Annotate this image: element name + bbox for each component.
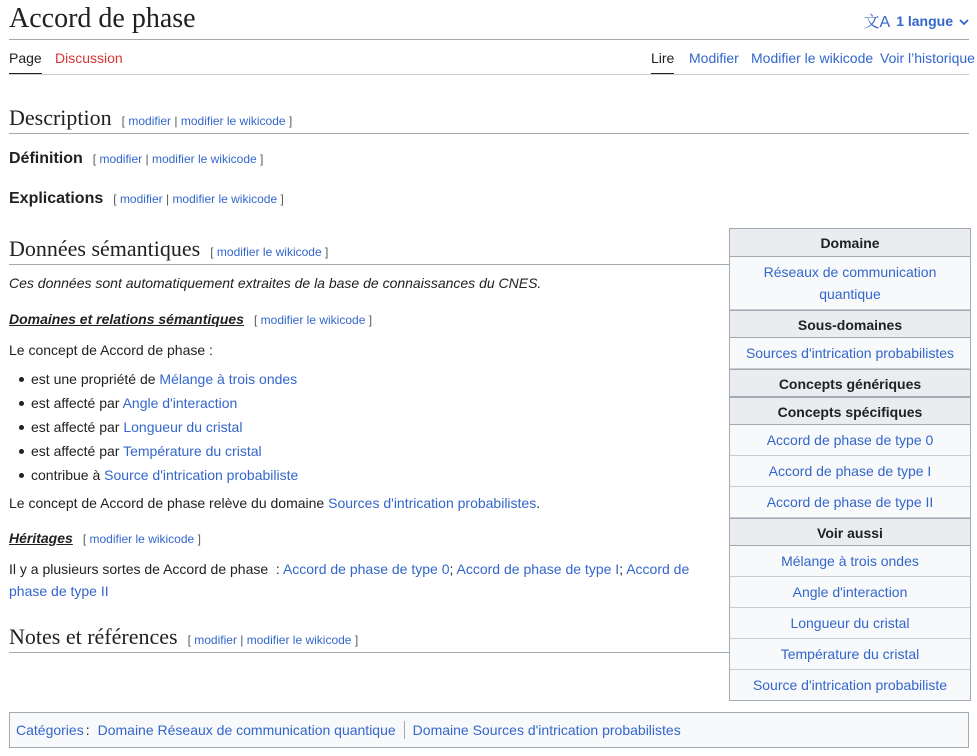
infobox-link-domaine[interactable]: Réseaux de communication quantique — [730, 257, 970, 310]
tab-edit-source[interactable]: Modifier le wikicode — [751, 50, 874, 66]
bracket-close: ] — [288, 114, 293, 128]
edit-link[interactable]: modifier — [119, 192, 163, 206]
list-item — [31, 391, 298, 415]
separator: | — [240, 633, 244, 647]
relation-text: est affecté par — [31, 419, 124, 435]
infobox-link-concept-specifique[interactable]: Accord de phase de type 0 — [730, 425, 970, 456]
list-item — [31, 439, 298, 463]
subsection-heading-domaines-relations — [9, 311, 372, 327]
section-divider — [9, 133, 969, 134]
relation-link[interactable]: Température du cristal — [123, 443, 262, 459]
heritage-separator: ; — [449, 561, 457, 577]
tab-history[interactable]: Voir l’historique — [880, 50, 975, 66]
infobox-header-concepts-generiques: Concepts génériques — [730, 369, 970, 397]
language-button-label: 1 langue — [896, 12, 953, 29]
section-title: Explications — [9, 190, 104, 207]
infobox-link-voir-aussi[interactable]: Température du cristal — [730, 639, 970, 670]
relation-link[interactable]: Mélange à trois ondes — [159, 371, 298, 387]
infobox-link-voir-aussi[interactable]: Mélange à trois ondes — [730, 546, 970, 577]
tab-page[interactable]: Page — [9, 51, 42, 75]
domain-sentence-text: Le concept de Accord de phase relève du domaine — [9, 495, 329, 511]
relation-text: est une propriété de — [31, 371, 160, 387]
section-title: Notes et références — [9, 624, 178, 649]
category-link[interactable]: Domaine Sources d'intrication probabilistes — [412, 722, 681, 738]
separator: | — [145, 152, 149, 166]
category-links — [9, 712, 969, 748]
relation-link[interactable]: Longueur du cristal — [123, 419, 243, 435]
infobox-header-voir-aussi: Voir aussi — [730, 518, 970, 546]
bracket-open: [ — [187, 633, 191, 647]
section-divider — [9, 264, 729, 265]
infobox-header-concepts-specifiques: Concepts spécifiques — [730, 397, 970, 425]
heritage-link[interactable]: Accord de phase de type 0 — [282, 561, 450, 577]
infobox-link-voir-aussi[interactable]: Longueur du cristal — [730, 608, 970, 639]
edit-link[interactable]: modifier — [194, 633, 237, 647]
tab-read[interactable]: Lire — [651, 51, 674, 75]
edit-source-link[interactable]: modifier le wikicode — [180, 114, 286, 128]
heritage-link[interactable]: Accord de phase de type II — [9, 561, 694, 599]
bracket-close: ] — [354, 633, 359, 647]
relation-text: est affecté par — [31, 395, 123, 411]
bracket-close: ] — [260, 152, 264, 166]
edit-link[interactable]: modifier — [128, 114, 172, 128]
bracket-open: [ — [253, 313, 258, 327]
infobox-link-concept-specifique[interactable]: Accord de phase de type II — [730, 487, 970, 518]
list-item — [31, 415, 298, 439]
section-edit-links — [93, 152, 264, 166]
bracket-open: [ — [92, 152, 97, 166]
edit-source-link[interactable]: modifier le wikicode — [172, 192, 278, 206]
heritage-link[interactable]: Accord de phase de type I — [456, 561, 620, 577]
section-heading-donnees — [9, 235, 328, 266]
category-separator — [404, 721, 405, 739]
bracket-open: [ — [210, 245, 214, 259]
infobox-header-sous-domaines: Sous-domaines — [730, 310, 970, 338]
bracket-close: ] — [324, 245, 329, 259]
translate-icon: 文A — [863, 14, 891, 31]
bracket-close: ] — [280, 192, 284, 206]
infobox-header-domaine: Domaine — [730, 229, 970, 257]
tab-edit[interactable]: Modifier — [689, 50, 739, 66]
chevron-down-icon — [959, 13, 969, 29]
bracket-close: ] — [368, 313, 373, 327]
subsection-heading-heritages — [9, 530, 201, 546]
section-heading-definition — [9, 150, 263, 168]
tabs-divider — [9, 74, 969, 75]
bracket-open: [ — [113, 192, 117, 206]
section-edit-links — [113, 192, 284, 206]
heritage-separator: ; — [619, 561, 627, 577]
section-title: Définition — [9, 150, 83, 167]
concept-intro: Le concept de Accord de phase : — [9, 342, 213, 358]
domain-link[interactable]: Sources d'intrication probabilistes — [328, 495, 537, 511]
list-item — [31, 463, 298, 487]
section-heading-notes — [9, 623, 358, 654]
edit-link[interactable]: modifier — [99, 152, 143, 166]
domain-sentence — [9, 492, 540, 514]
sentence-period: . — [536, 495, 541, 511]
edit-source-link[interactable]: modifier le wikicode — [216, 245, 322, 259]
section-heading-description — [9, 104, 292, 135]
auto-extract-note: Ces données sont automatiquement extraites de la base de connaissances du CNES. — [9, 275, 542, 291]
section-divider — [9, 652, 729, 653]
section-edit-links — [210, 245, 328, 259]
bracket-open: [ — [121, 114, 125, 128]
separator: | — [174, 114, 178, 128]
category-link[interactable]: Domaine Réseaux de communication quantique — [97, 722, 396, 738]
edit-source-link[interactable]: modifier le wikicode — [260, 313, 366, 327]
section-edit-links — [122, 114, 293, 128]
separator: | — [165, 192, 170, 206]
section-title: Description — [9, 105, 112, 130]
tab-discussion[interactable]: Discussion — [55, 50, 123, 66]
edit-source-link[interactable]: modifier le wikicode — [89, 532, 195, 546]
list-item — [31, 367, 298, 391]
infobox-link-sous-domaine[interactable]: Sources d'intrication probabilistes — [730, 338, 970, 369]
relation-link[interactable]: Source d'intrication probabiliste — [104, 467, 299, 483]
categories-colon: : — [85, 722, 90, 738]
relation-link[interactable]: Angle d'interaction — [122, 395, 238, 411]
section-edit-links — [188, 633, 359, 647]
bracket-close: ] — [197, 532, 201, 546]
edit-source-link[interactable]: modifier le wikicode — [151, 152, 257, 166]
infobox-link-concept-specifique[interactable]: Accord de phase de type I — [730, 456, 970, 487]
page-title: Accord de phase — [9, 3, 196, 34]
heritage-text: Il y a plusieurs sortes de Accord de phase : — [9, 561, 283, 577]
heritage-sentence — [9, 558, 699, 602]
infobox-link-voir-aussi[interactable]: Angle d'interaction — [730, 577, 970, 608]
edit-source-link[interactable]: modifier le wikicode — [246, 633, 352, 647]
categories-label[interactable]: Catégories — [16, 722, 84, 738]
infobox — [729, 228, 971, 701]
infobox-link-voir-aussi[interactable]: Source d'intrication probabiliste — [730, 670, 970, 700]
relation-text: contribue à — [31, 467, 105, 483]
title-divider — [9, 39, 969, 40]
bracket-open: [ — [82, 532, 87, 546]
relations-list — [9, 367, 298, 487]
section-title: Données sémantiques — [9, 236, 201, 261]
subsection-title: Domaines et relations sémantiques — [9, 311, 244, 327]
section-edit-links — [254, 313, 372, 327]
section-edit-links — [83, 532, 201, 546]
relation-text: est affecté par — [31, 443, 124, 459]
language-button[interactable] — [864, 9, 969, 32]
subsection-title: Héritages — [9, 530, 73, 546]
section-heading-explications — [9, 190, 284, 208]
